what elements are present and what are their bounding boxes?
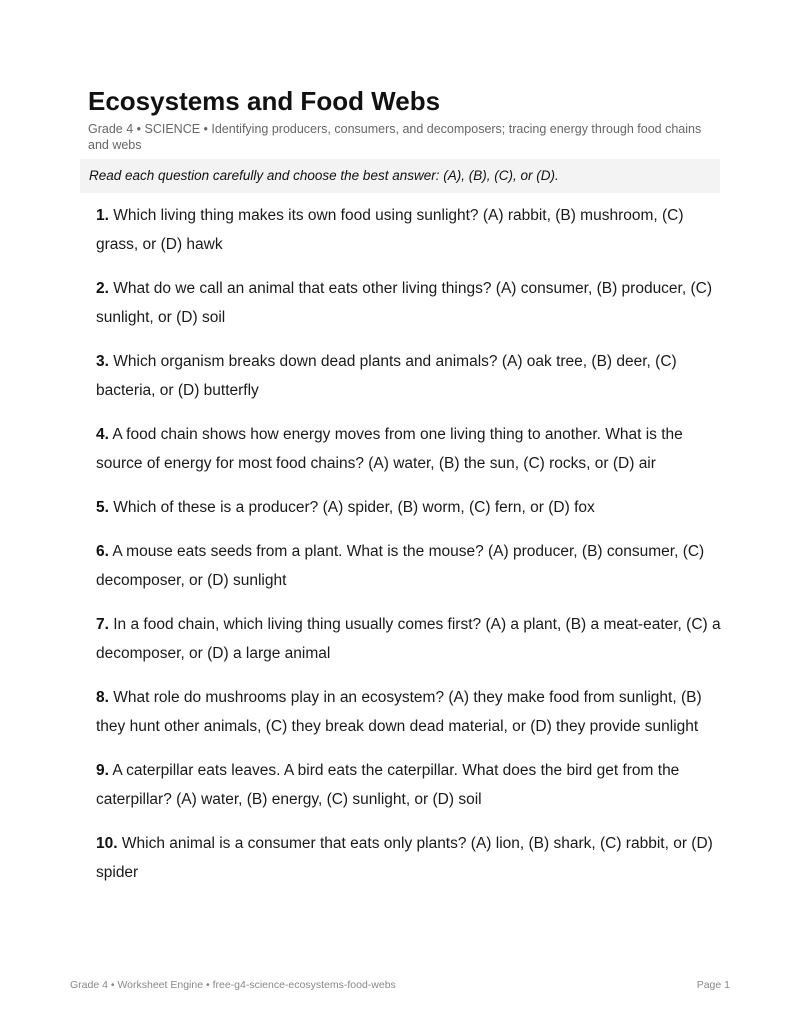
- question-item: [96, 347, 721, 405]
- question-text: A caterpillar eats leaves. A bird eats the caterpillar. What does the bird get from the caterpillar? (A) water, (B) energy, (C) sunlight, or (D) soil: [96, 762, 680, 808]
- question-text: A mouse eats seeds from a plant. What is the mouse? (A) producer, (B) consumer, (C) decomposer, or (D) sunlight: [96, 543, 705, 589]
- question-item: [96, 420, 721, 478]
- question-text: Which of these is a producer? (A) spider, (B) worm, (C) fern, or (D) fox: [113, 499, 595, 516]
- question-number: 4.: [96, 426, 109, 443]
- question-number: 7.: [96, 616, 109, 633]
- question-item: [96, 201, 721, 259]
- question-number: 3.: [96, 353, 109, 370]
- question-text: A food chain shows how energy moves from one living thing to another. What is the source of energy for most food chains? (A) water, (B) the sun, (C) rocks, or (D) air: [96, 426, 683, 472]
- page-title: Ecosystems and Food Webs: [88, 86, 441, 116]
- question-text: Which animal is a consumer that eats only plants? (A) lion, (B) shark, (C) rabbit, or (D) spider: [96, 835, 713, 881]
- question-item: [96, 683, 721, 741]
- page-subtitle: Grade 4 • SCIENCE • Identifying producers, consumers, and decomposers; tracing energy through food chains and webs: [88, 122, 702, 152]
- question-number: 9.: [96, 762, 109, 779]
- question-number: 2.: [96, 280, 109, 297]
- question-item: [96, 274, 721, 332]
- question-text: What do we call an animal that eats other living things? (A) consumer, (B) producer, (C) sunlight, or (D) soil: [96, 280, 712, 326]
- question-number: 5.: [96, 499, 109, 516]
- instructions-box: Read each question carefully and choose the best answer: (A), (B), (C), or (D).: [80, 159, 720, 193]
- question-item: [96, 537, 721, 595]
- question-number: 1.: [96, 207, 109, 224]
- question-list: [96, 201, 721, 902]
- question-text: What role do mushrooms play in an ecosystem? (A) they make food from sunlight, (B) they hunt other animals, (C) they break down dead material, or (D) they provide sunlight: [96, 689, 702, 735]
- page-number: Page 1: [696, 979, 730, 991]
- question-item: [96, 829, 721, 887]
- question-text: Which organism breaks down dead plants and animals? (A) oak tree, (B) deer, (C) bacteria, or (D) butterfly: [96, 353, 677, 399]
- question-number: 10.: [96, 835, 118, 852]
- question-number: 8.: [96, 689, 109, 706]
- question-item: [96, 610, 721, 668]
- question-item: [96, 756, 721, 814]
- question-text: In a food chain, which living thing usually comes first? (A) a plant, (B) a meat-eater, (C) a decomposer, or (D) a large animal: [96, 616, 721, 662]
- question-text: Which living thing makes its own food using sunlight? (A) rabbit, (B) mushroom, (C) grass, or (D) hawk: [96, 207, 684, 253]
- footer-info: Grade 4 • Worksheet Engine • free-g4-science-ecosystems-food-webs: [70, 979, 396, 991]
- question-item: [96, 493, 721, 522]
- question-number: 6.: [96, 543, 109, 560]
